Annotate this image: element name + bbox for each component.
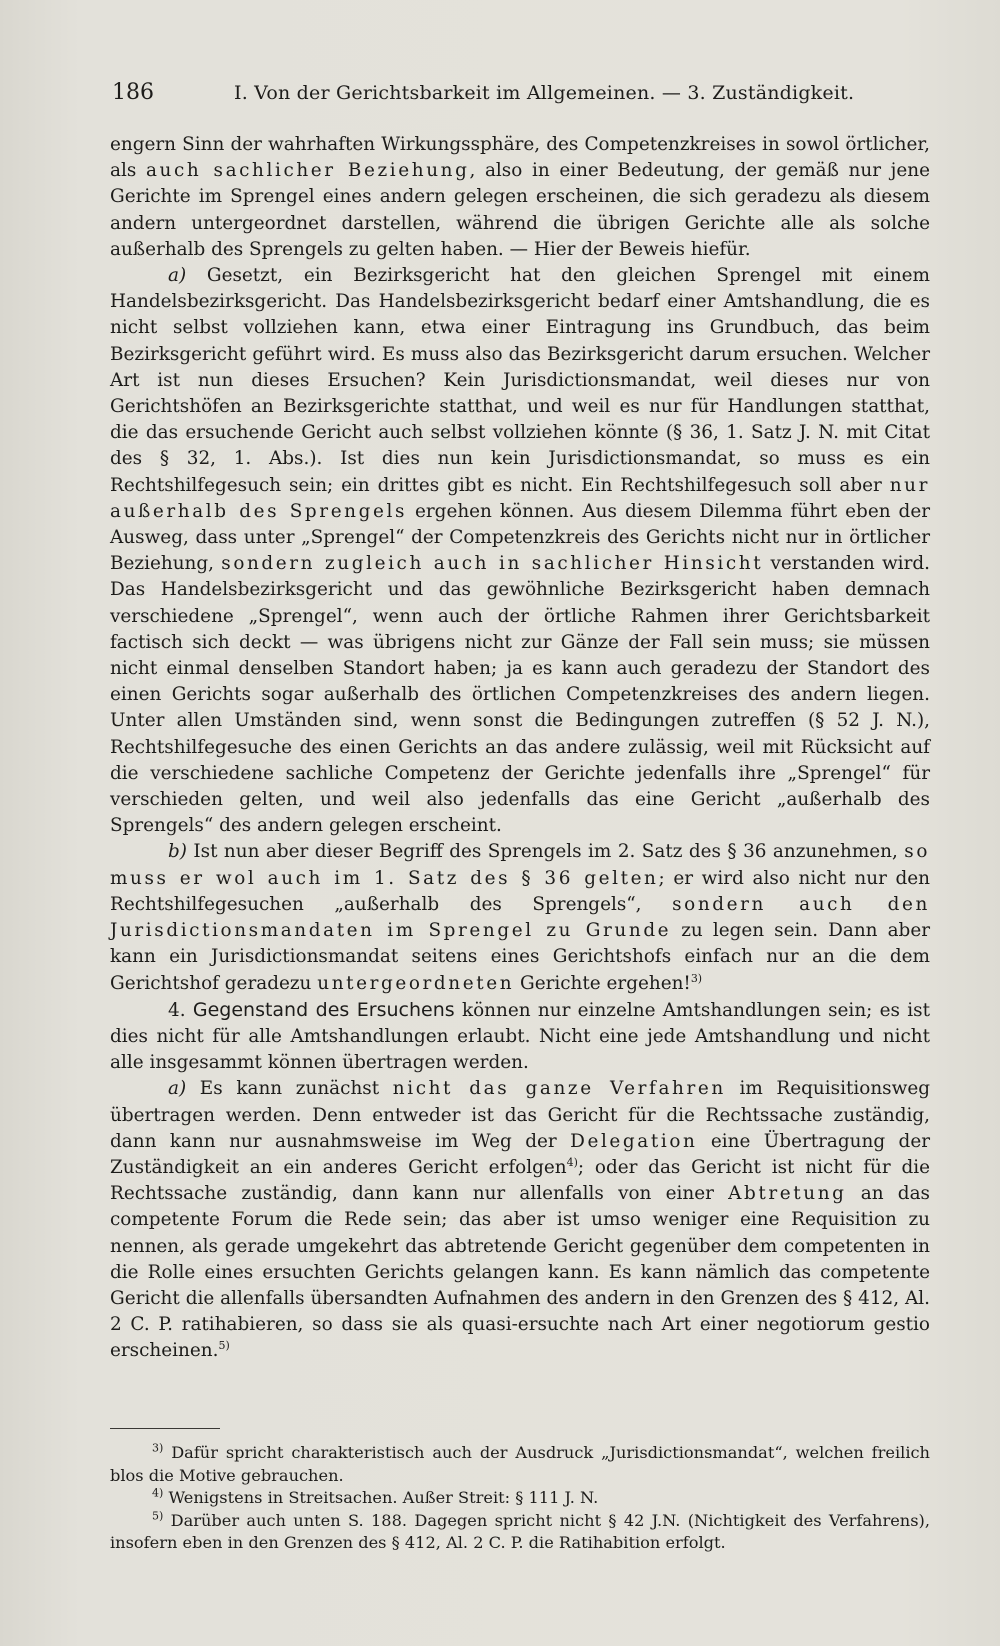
main-text (110, 132, 930, 1365)
text-run: ; oder das Gericht ist nicht für die Rechtssache zuständig, dann kann nur allenfalls von einer (110, 1156, 930, 1205)
text-run: zu legen sein. Dann aber kann ein Jurisdictionsmandat seitens eines Gerichtshofs einfach nur an die dem Gerichtshof geradezu (110, 920, 930, 994)
text-run: eine Übertragung der Zuständigkeit an ein anderes Gericht erfolgen (110, 1130, 930, 1178)
spaced-emphasis: sondern auch den Jurisdictionsmandaten im Sprengel zu Grunde (110, 893, 930, 942)
text-run: Gerichte ergehen! (514, 972, 691, 994)
spaced-emphasis: Delegation (570, 1130, 698, 1152)
text-run: , also in einer Bedeutung, der gemäß nur jene Gerichte im Sprengel eines andern gelegen erscheinen, die sich geradezu als diesem andern untergeordnet darstellen, während die übrigen Gerichte alle als solche außerhalb des Sprengels zu gelten haben. — Hier der Beweis hiefür. (110, 160, 930, 260)
page-header (112, 80, 912, 110)
footnote-5 (110, 1510, 930, 1555)
footnote-ref: 3) (690, 971, 703, 985)
paragraph-4 (110, 997, 930, 1077)
item-label: a) (168, 265, 187, 287)
text-run: engern Sinn der wahrhaften Wirkungssphäre, des Competenzkreises in sowol örtlicher, als (110, 134, 930, 182)
item-label: b) (168, 841, 187, 863)
paragraph-4a (110, 1076, 930, 1364)
item-label: a) (168, 1078, 187, 1100)
footnote-4 (110, 1487, 930, 1510)
page-number: 186 (112, 80, 154, 105)
footnote-marker: 3) (152, 1441, 164, 1455)
paragraph-b (110, 839, 930, 996)
paragraph-a (110, 263, 930, 839)
text-run: ; er wird also nicht nur den Rechtshilfegesuchen „außerhalb des Sprengels“, (110, 867, 930, 915)
text-run: Es kann zunächst (186, 1078, 393, 1100)
footnote-text: Wenigstens in Streitsachen. Außer Streit: § 111 J. N. (163, 1488, 599, 1507)
footnote-marker: 4) (152, 1486, 164, 1500)
footnote-marker: 5) (152, 1509, 164, 1523)
text-run: verstanden wird. Das Handelsbezirksgericht und das gewöhnliche Bezirksgericht haben demnach verschiedene „Sprengel“, wenn auch der örtliche Rahmen ihrer Gerichtsbarkeit factisch sich deckt — was übrigens nicht zur Gänze der Fall sein muss; sie müssen nicht einmal denselben Standort haben; ja es kann auch geradezu der Standort des einen Gerichts sogar außerhalb des örtlichen Competenzkreises des andern liegen. Unter allen Umständen sind, wenn sonst die Bedingungen zutreffen (§ 52 J. N.), Rechtshilfegesuche des einen Gerichts an das andere zulässig, weil mit Rücksicht auf die verschiedene sachliche Competenz der Gerichte jedenfalls ihre „Sprengel“ für verschieden gelten, und weil also jedenfalls das eine Gericht „außerhalb des Sprengels“ des andern gelegen erscheint. (110, 553, 930, 837)
text-run: an das competente Forum die Rede sein; das aber ist umso weniger eine Requisition zu nennen, als gerade umgekehrt das abtretende Gericht gegenüber dem competenten in die Rolle eines ersuchten Gerichts gelangen kann. Es kann nämlich das competente Gericht die allenfalls übersandten Aufnahmen des andern in den Grenzen des § 412, Al. 2 C. P. ratihabieren, so dass sie als quasi-ersuchte nach Art einer negotiorum gestio erscheinen. (110, 1183, 930, 1362)
section-number: 4. (168, 999, 193, 1021)
text-run: im Requisitionsweg übertragen werden. Denn entweder ist das Gericht für die Rechtssache zuständig, dann kann nur ausnahmsweise im Weg der (110, 1078, 931, 1152)
text-run: können nur einzelne Amtshandlungen sein; es ist dies nicht für alle Amtshandlungen erlaubt. Nicht eine jede Amtshandlung und nicht alle insgesammt können übertragen werden. (110, 999, 930, 1074)
footnote-divider (110, 1428, 220, 1429)
text-run: Ist nun aber dieser Begriff des Sprengels im 2. Satz des § 36 anzunehmen, (186, 841, 905, 863)
spaced-emphasis: nicht das ganze Verfahren (392, 1078, 726, 1100)
spaced-emphasis: nur außerhalb des Sprengels (110, 474, 930, 522)
text-run: Gesetzt, ein Bezirksgericht hat den gleichen Sprengel mit einem Handelsbezirksgericht. Das Handelsbezirksgericht bedarf einer Amtshandlung, die es nicht selbst vollziehen kann, etwa einer Eintragung ins Grundbuch, das beim Bezirksgericht geführt wird. Es muss also das Bezirksgericht darum ersuchen. Welcher Art ist nun dieses Ersuchen? Kein Jurisdictionsmandat, weil dieses nur von Gerichtshöfen an Bezirksgerichte statthat, und weil es nur für Handlungen statthat, die das ersuchende Gericht auch selbst vollziehen könnte (§ 36, 1. Satz J. N. mit Citat des § 32, 1. Abs.). Ist dies nun kein Jurisdictionsmandat, so muss es ein Rechtshilfegesuch sein; ein drittes gibt es nicht. Ein Rechtshilfegesuch soll aber (110, 265, 930, 496)
spaced-emphasis: auch sachlicher Beziehung (145, 160, 470, 182)
paragraph-1 (110, 132, 930, 263)
section-heading: Gegenstand des Ersuchens (192, 998, 455, 1021)
footnote-text: Dafür spricht charakteristisch auch der Ausdruck „Jurisdictionsmandat“, welchen freilich blos die Motive gebrauchen. (110, 1443, 930, 1485)
spaced-emphasis: sondern zugleich auch in sachlicher Hinsicht (221, 553, 764, 575)
footnote-ref: 5) (218, 1339, 230, 1353)
running-head: I. Von der Gerichtsbarkeit im Allgemeinen. — 3. Zuständigkeit. (234, 82, 855, 104)
spaced-emphasis: untergeordneten (317, 972, 515, 994)
footnote-3 (110, 1442, 930, 1487)
text-run: ergehen können. Aus diesem Dilemma führt eben der Ausweg, dass unter „Sprengel“ der Competenzkreis des Gerichts nicht nur in örtlicher Beziehung, (110, 500, 930, 575)
footnote-text: Darüber auch unten S. 188. Dagegen spricht nicht § 42 J.N. (Nichtigkeit des Verfahrens), insofern eben in den Grenzen des § 412, Al. 2 C. P. die Ratihabition erfolgt. (110, 1510, 930, 1552)
spaced-emphasis: so muss er wol auch im 1. Satz des § 36 gelten (110, 841, 930, 889)
footnote-ref: 4) (566, 1155, 578, 1169)
spaced-emphasis: Abtretung (728, 1183, 847, 1205)
footnotes (110, 1442, 930, 1555)
